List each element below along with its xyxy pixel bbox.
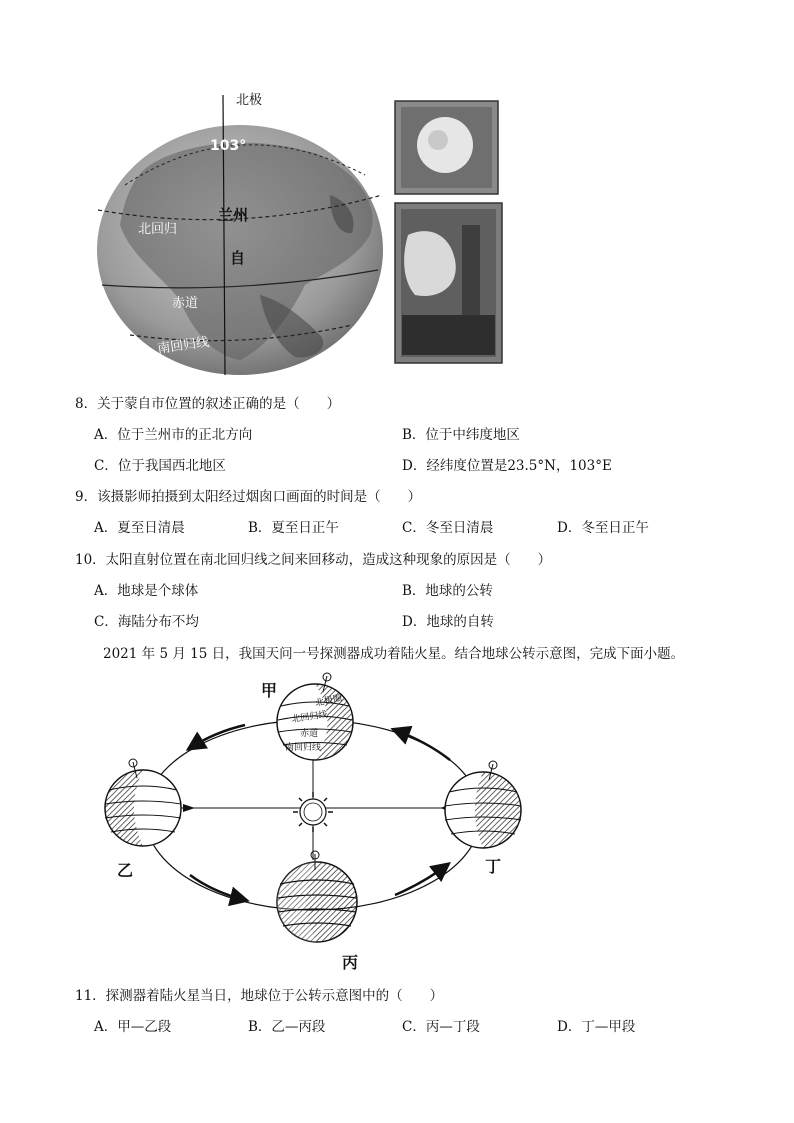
- q9-option-d[interactable]: D．冬至日正午: [557, 520, 649, 536]
- earth-position-yi: [105, 759, 181, 846]
- earth-position-jia: [277, 673, 353, 760]
- q11-option-c[interactable]: C．丙—丁段: [402, 1019, 480, 1035]
- sun-photo: [395, 101, 498, 194]
- tropic-capricorn-label: 南回归线: [156, 334, 211, 357]
- q10-option-b[interactable]: B．地球的公转: [402, 583, 493, 599]
- question-11-stem: 11．探测器着陆火星当日，地球位于公转示意图中的（ ）: [75, 988, 444, 1004]
- jia-capricorn-label: 南回归线: [285, 743, 322, 753]
- earth-position-bing: [277, 851, 357, 942]
- q8-option-c[interactable]: C．位于我国西北地区: [94, 458, 226, 474]
- q10-option-c[interactable]: C．海陆分布不均: [94, 614, 199, 630]
- label-bing: 丙: [342, 953, 359, 972]
- jia-arctic-label: 北极圈: [314, 693, 344, 709]
- question-8-stem: 8．关于蒙自市位置的叙述正确的是（ ）: [75, 396, 341, 412]
- meridian-label: 103°: [210, 138, 247, 154]
- q8-option-b[interactable]: B．位于中纬度地区: [402, 427, 520, 443]
- orbit-arrow-bottom-right: [395, 865, 447, 895]
- equator-label: 赤道: [172, 296, 199, 311]
- globe-figure: [90, 85, 530, 375]
- question-10-stem: 10．太阳直射位置在南北回归线之间来回移动，造成这种现象的原因是（ ）: [75, 552, 552, 568]
- orbit-arrow-top-right: [395, 730, 450, 760]
- q9-option-c[interactable]: C．冬至日清晨: [402, 520, 494, 536]
- jia-cancer-label: 北回归线: [291, 710, 329, 725]
- section-intro: 2021 年 5 月 15 日，我国天问一号探测器成功着陆火星。结合地球公转示意图，完成下面小题。: [103, 646, 685, 662]
- q9-option-a[interactable]: A．夏至日清晨: [94, 520, 185, 536]
- question-9-stem: 9．该摄影师拍摄到太阳经过烟囱口画面的时间是（ ）: [75, 489, 422, 505]
- north-pole-label: 北极: [236, 93, 263, 108]
- orbit-figure: [95, 670, 535, 975]
- q11-option-a[interactable]: A．甲—乙段: [94, 1019, 172, 1035]
- q10-option-d[interactable]: D．地球的自转: [402, 614, 494, 630]
- tropic-cancer-label: 北回归: [138, 222, 178, 237]
- q11-option-d[interactable]: D．丁—甲段: [557, 1019, 636, 1035]
- q9-option-b[interactable]: B．夏至日正午: [248, 520, 339, 536]
- q8-option-d[interactable]: D．经纬度位置是23.5°N，103°E: [402, 458, 612, 474]
- q10-option-a[interactable]: A．地球是个球体: [94, 583, 199, 599]
- label-jia: 甲: [261, 681, 278, 700]
- lanzhou-label: 兰州: [218, 206, 249, 224]
- mengzi-label: 自: [230, 249, 246, 267]
- q8-option-a[interactable]: A．位于兰州市的正北方向: [94, 427, 253, 443]
- q11-option-b[interactable]: B．乙—丙段: [248, 1019, 326, 1035]
- label-ding: 丁: [485, 857, 502, 876]
- orbit-arrow-bottom-left: [190, 875, 245, 900]
- label-yi: 乙: [117, 861, 134, 880]
- earth-position-ding: [445, 761, 521, 848]
- jia-equator-label: 赤道: [300, 729, 319, 739]
- chimney-photo: [395, 203, 502, 363]
